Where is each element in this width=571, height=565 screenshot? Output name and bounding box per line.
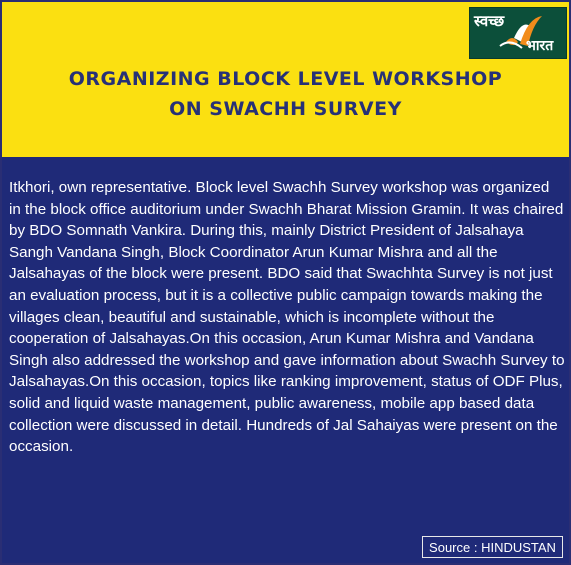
source-badge: Source : HINDUSTAN xyxy=(422,536,563,558)
header-band xyxy=(2,2,569,157)
logo-word-swachh: स्वच्छ xyxy=(474,12,505,30)
title-line-2: ON SWACHH SURVEY xyxy=(169,98,402,120)
logo-word-bharat: भारत xyxy=(526,38,554,54)
swachh-bharat-logo xyxy=(469,7,567,59)
title-line-1: ORGANIZING BLOCK LEVEL WORKSHOP xyxy=(68,68,503,90)
page-title xyxy=(2,64,569,124)
article-body: Itkhori, own representative. Block level Swachh Survey workshop was organized in the block office auditorium under Swachh Bharat Mission Gramin. It was chaired by BDO Somnath Vankira. During this, mainly District President of Jalsahaya Sangh Vandana Singh, Block Coordinator Arun Kumar Mishra and all the Jalsahayas of the block were present. BDO said that Swachhta Survey is not just an evaluation process, but it is a collective public campaign towards making the villages clean, beautiful and sustainable, which is incomplete without the cooperation of Jalsahayas.On this occasion, Arun Kumar Mishra and Vandana Singh also addressed the workshop and gave information about Swachh Survey to Jalsahayas.On this occasion, topics like ranking improvement, status of ODF Plus, solid and liquid waste management, public awareness, mobile app based data collection were discussed in detail. Hundreds of Jal Sahaiyas were present on the occasion. xyxy=(9,179,565,456)
